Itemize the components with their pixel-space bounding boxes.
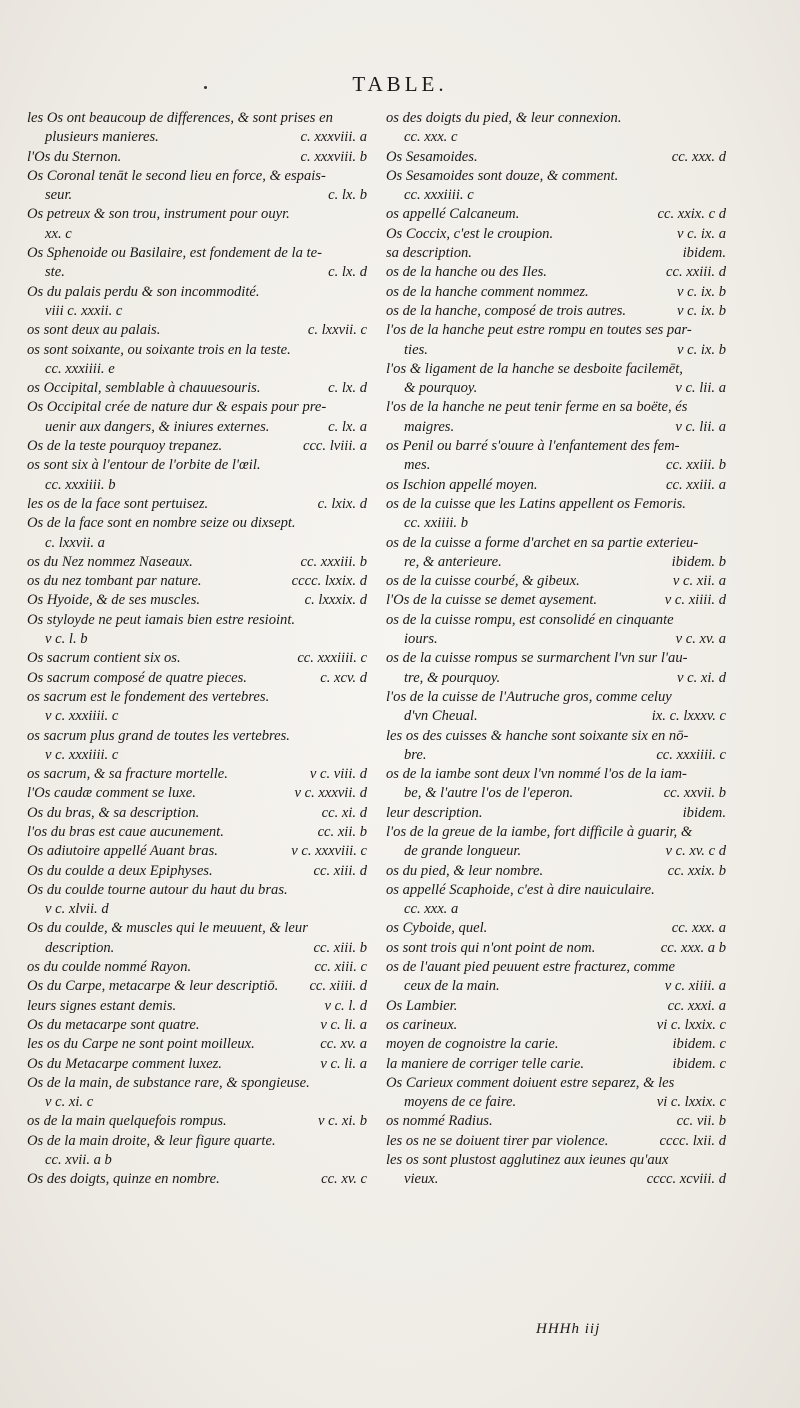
entry-reference: cc. xiiii. d xyxy=(309,978,367,995)
entry-reference: cc. xxix. b xyxy=(667,862,726,879)
index-entry xyxy=(27,707,367,726)
entry-text: os de la cuisse a forme d'archet en sa partie exterieu- xyxy=(386,534,699,551)
entry-text: os de la hanche comment nommez. xyxy=(386,283,589,300)
index-entry xyxy=(386,302,726,321)
entry-reference: ibidem. b xyxy=(671,553,726,570)
entry-reference: v c. xii. a xyxy=(672,573,726,590)
entry-text: Os sacrum composé de quatre pieces. xyxy=(27,669,247,686)
entry-text: l'os de la hanche ne peut tenir ferme en sa boëte, és xyxy=(386,399,688,416)
index-entry xyxy=(386,823,726,842)
entry-reference: cc. xxxiiii. c xyxy=(297,650,367,667)
entry-reference: v c. xiiii. d xyxy=(664,592,726,609)
index-entry xyxy=(27,495,367,514)
entry-text: les os des cuisses & hanche sont soixante six en nō- xyxy=(386,727,689,744)
entry-text: ste. xyxy=(45,264,65,281)
entry-text: os de la iambe sont deux l'vn nommé l'os de la iam- xyxy=(386,766,687,783)
index-entry xyxy=(386,495,726,514)
index-entry xyxy=(386,341,726,360)
entry-reference: cc. xxxiii. b xyxy=(300,553,367,570)
index-entry xyxy=(27,1170,367,1189)
entry-text: les os sont plustost agglutinez aux ieunes qu'aux xyxy=(386,1152,669,1169)
entry-reference: cc. xxx. a b xyxy=(660,939,726,956)
entry-text: v c. xlvii. d xyxy=(45,901,109,918)
index-entry xyxy=(27,1055,367,1074)
entry-text: os de la hanche, composé de trois autres. xyxy=(386,302,627,319)
index-entry xyxy=(27,341,367,360)
index-entry xyxy=(27,1035,367,1054)
entry-text: Os de la teste pourquoy trepanez. xyxy=(27,438,223,455)
entry-text: moyens de ce faire. xyxy=(404,1094,517,1111)
index-entry xyxy=(386,167,726,186)
entry-text: l'os du bras est caue aucunement. xyxy=(27,823,224,840)
entry-text: bre. xyxy=(404,746,427,763)
index-entry xyxy=(386,939,726,958)
entry-text: les os du Carpe ne sont point moilleux. xyxy=(27,1036,255,1053)
entry-text: l'Os du Sternon. xyxy=(27,148,122,165)
index-entry xyxy=(27,283,367,302)
index-entry xyxy=(27,958,367,977)
entry-text: os sont trois qui n'ont point de nom. xyxy=(386,939,596,956)
index-entry xyxy=(386,958,726,977)
entry-text: os sont soixante, ou soixante trois en la teste. xyxy=(27,341,291,358)
entry-text: os Cyboide, quel. xyxy=(386,920,488,937)
entry-text: cc. xxx. c xyxy=(404,129,458,146)
entry-text: v c. xi. c xyxy=(45,1094,94,1111)
index-entry xyxy=(386,688,726,707)
entry-text: os carineux. xyxy=(386,1016,458,1033)
index-entry xyxy=(386,225,726,244)
entry-reference: c. xxxviii. b xyxy=(300,148,367,165)
entry-text: os sacrum plus grand de toutes les vertebres. xyxy=(27,727,290,744)
index-entry xyxy=(27,630,367,649)
entry-reference: c. lxxvii. c xyxy=(307,322,367,339)
index-entry xyxy=(386,379,726,398)
index-entry xyxy=(386,128,726,147)
entry-reference: v c. l. d xyxy=(324,997,367,1014)
index-entry xyxy=(386,1093,726,1112)
index-entry xyxy=(386,842,726,861)
index-entry xyxy=(386,784,726,803)
entry-reference: cc. xi. d xyxy=(321,804,367,821)
entry-reference: v c. xxxviii. c xyxy=(291,843,367,860)
entry-text: les os ne se doiuent tirer par violence. xyxy=(386,1132,609,1149)
entry-text: Os du Metacarpe comment luxez. xyxy=(27,1055,222,1072)
entry-text: description. xyxy=(45,939,115,956)
entry-reference: c. lx. d xyxy=(328,380,367,397)
entry-reference: v c. ix. a xyxy=(676,225,726,242)
index-entry xyxy=(27,437,367,456)
index-entry xyxy=(386,572,726,591)
entry-reference: v c. ix. b xyxy=(676,283,726,300)
entry-reference: cc. xxix. c d xyxy=(657,206,726,223)
entry-text: ties. xyxy=(404,341,428,358)
entry-reference: cc. xv. c xyxy=(321,1171,367,1188)
entry-text: leurs signes estant demis. xyxy=(27,997,177,1014)
index-entry xyxy=(27,186,367,205)
entry-text: Os Occipital crée de nature dur & espais pour pre- xyxy=(27,399,327,416)
index-entry xyxy=(27,939,367,958)
index-entry xyxy=(386,669,726,688)
entry-reference: v c. viii. d xyxy=(309,766,367,783)
entry-text: os du pied, & leur nombre. xyxy=(386,862,544,879)
entry-text: os du coulde nommé Rayon. xyxy=(27,959,192,976)
entry-reference: v c. ix. b xyxy=(676,341,726,358)
entry-text: Os du metacarpe sont quatre. xyxy=(27,1016,200,1033)
entry-reference: v c. ix. b xyxy=(676,302,726,319)
entry-text: os de la cuisse rompus se surmarchent l'vn sur l'au- xyxy=(386,650,688,667)
index-entry xyxy=(27,534,367,553)
entry-text: xx. c xyxy=(45,225,72,242)
entry-text: os sacrum est le fondement des vertebres. xyxy=(27,688,270,705)
entry-text: Os du coulde a deux Epiphyses. xyxy=(27,862,213,879)
index-entry xyxy=(27,746,367,765)
entry-text: leur description. xyxy=(386,804,483,821)
index-entry xyxy=(27,823,367,842)
entry-text: maigres. xyxy=(404,418,455,435)
entry-text: os sont deux au palais. xyxy=(27,322,161,339)
page-header: TABLE. xyxy=(352,72,448,96)
index-entry xyxy=(27,302,367,321)
entry-text: & pourquoy. xyxy=(404,380,478,397)
entry-text: Os du bras, & sa description. xyxy=(27,804,200,821)
index-entry xyxy=(386,148,726,167)
entry-text: l'os de la cuisse de l'Autruche gros, comme celuy xyxy=(386,688,672,705)
index-entry xyxy=(27,997,367,1016)
entry-reference: cccc. lxii. d xyxy=(659,1132,726,1149)
entry-text: l'Os caudæ comment se luxe. xyxy=(27,785,196,802)
index-entry xyxy=(386,360,726,379)
index-entry xyxy=(27,765,367,784)
entry-text: ceux de la main. xyxy=(404,978,500,995)
entry-reference: ibidem. c xyxy=(672,1036,726,1053)
entry-text: os de l'auant pied peuuent estre fracturez, comme xyxy=(386,959,675,976)
index-entry xyxy=(386,456,726,475)
entry-text: os de la cuisse rompu, est consolidé en cinquante xyxy=(386,611,674,628)
entry-text: Os du Carpe, metacarpe & leur descriptiō. xyxy=(27,978,279,995)
entry-text: l'Os de la cuisse se demet aysement. xyxy=(386,592,598,609)
index-entry xyxy=(27,784,367,803)
index-entry xyxy=(386,862,726,881)
index-entry xyxy=(27,611,367,630)
index-entry xyxy=(27,881,367,900)
index-entry xyxy=(386,746,726,765)
entry-text: os des doigts du pied, & leur connexion. xyxy=(386,110,622,126)
index-entry xyxy=(386,1170,726,1189)
entry-reference: cc. xxx. a xyxy=(671,920,726,937)
entry-reference: cc. xxvii. b xyxy=(663,785,726,802)
entry-reference: v c. xv. a xyxy=(675,631,726,648)
entry-reference: c. xxxviii. a xyxy=(300,129,367,146)
entry-reference: c. lx. a xyxy=(328,418,367,435)
entry-reference: v c. xv. c d xyxy=(665,843,726,860)
entry-reference: cccc. lxxix. d xyxy=(291,573,367,590)
entry-reference: cc. xxiii. a xyxy=(666,476,726,493)
index-entry xyxy=(386,881,726,900)
index-entry xyxy=(386,1016,726,1035)
entry-text: l'os de la greue de la iambe, fort difficile à guarir, & xyxy=(386,823,693,840)
entry-reference: ibidem. xyxy=(682,804,726,821)
entry-text: Os Lambier. xyxy=(386,997,458,1014)
index-entry xyxy=(386,263,726,282)
index-entry xyxy=(27,977,367,996)
index-entry xyxy=(27,1016,367,1035)
entry-text: os Penil ou barré s'ouure à l'enfantement des fem- xyxy=(386,438,680,455)
index-entry xyxy=(27,862,367,881)
entry-text: os de la cuisse que les Latins appellent os Femoris. xyxy=(386,495,686,512)
entry-text: re, & anterieure. xyxy=(404,553,502,570)
entry-text: Os Carieux comment doiuent estre separez, & les xyxy=(386,1074,675,1091)
index-entry xyxy=(27,1132,367,1151)
entry-reference: v c. xi. d xyxy=(676,669,726,686)
entry-text: os de la hanche ou des Iles. xyxy=(386,264,547,281)
entry-reference: cc. vii. b xyxy=(676,1113,726,1130)
entry-text: les Os ont beaucoup de differences, & sont prises en xyxy=(27,110,333,126)
entry-text: moyen de cognoistre la carie. xyxy=(386,1036,559,1053)
entry-reference: v c. lii. a xyxy=(675,380,726,397)
index-entry xyxy=(386,109,726,128)
entry-reference: vi c. lxxix. c xyxy=(656,1094,726,1111)
index-entry xyxy=(27,148,367,167)
entry-text: cc. xvii. a b xyxy=(45,1152,112,1169)
index-entry xyxy=(27,553,367,572)
entry-text: Os de la face sont en nombre seize ou dixsept. xyxy=(27,515,296,532)
entry-reference: cccc. xcviii. d xyxy=(646,1171,726,1188)
entry-text: os appellé Calcaneum. xyxy=(386,206,520,223)
entry-reference: cc. xxxiiii. c xyxy=(656,746,726,763)
entry-text: Os Sesamoides. xyxy=(386,148,478,165)
entry-text: v c. xxxiiii. c xyxy=(45,708,119,725)
entry-text: les os de la face sont pertuisez. xyxy=(27,495,209,512)
entry-reference: cc. xiii. d xyxy=(313,862,367,879)
entry-text: cc. xxiiii. b xyxy=(404,515,469,532)
entry-text: mes. xyxy=(404,457,431,474)
entry-text: Os Sesamoides sont douze, & comment. xyxy=(386,167,619,184)
entry-text: os de la main quelquefois rompus. xyxy=(27,1113,227,1130)
index-entry xyxy=(27,572,367,591)
entry-reference: cc. xii. b xyxy=(317,823,367,840)
index-entry xyxy=(27,514,367,533)
entry-reference: cc. xiii. b xyxy=(313,939,367,956)
index-entry xyxy=(386,919,726,938)
index-entry xyxy=(27,321,367,340)
entry-text: de grande longueur. xyxy=(404,843,522,860)
entry-reference: c. lx. b xyxy=(328,187,367,204)
entry-text: Os de la main droite, & leur figure quarte. xyxy=(27,1132,276,1149)
entry-text: plusieurs manieres. xyxy=(45,129,159,146)
index-entry xyxy=(27,456,367,475)
entry-reference: c. lxix. d xyxy=(317,495,367,512)
index-entry xyxy=(27,900,367,919)
entry-text: Os de la main, de substance rare, & spongieuse. xyxy=(27,1074,310,1091)
entry-text: Os petreux & son trou, instrument pour ouyr. xyxy=(27,206,290,223)
entry-reference: cc. xxxi. a xyxy=(667,997,726,1014)
entry-text: os du nez tombant par nature. xyxy=(27,573,202,590)
index-entry xyxy=(27,804,367,823)
index-entry xyxy=(386,1035,726,1054)
index-entry xyxy=(27,842,367,861)
index-entry xyxy=(386,398,726,417)
entry-reference: cc. xxiii. b xyxy=(666,457,726,474)
entry-reference: v c. xi. b xyxy=(317,1113,367,1130)
index-entry xyxy=(27,476,367,495)
entry-reference: v c. li. a xyxy=(320,1016,367,1033)
index-entry xyxy=(27,109,367,128)
entry-text: os sont six à l'entour de l'orbite de l'œil. xyxy=(27,457,261,474)
entry-reference: c. lx. d xyxy=(328,264,367,281)
index-entry xyxy=(386,900,726,919)
index-entry xyxy=(386,437,726,456)
entry-reference: vi c. lxxix. c xyxy=(656,1016,726,1033)
entry-text: tre, & pourquoy. xyxy=(404,669,501,686)
entry-text: os du Nez nommez Naseaux. xyxy=(27,553,193,570)
entry-text: Os Hyoide, & de ses muscles. xyxy=(27,592,201,609)
index-entry xyxy=(27,418,367,437)
index-entry xyxy=(27,669,367,688)
entry-text: d'vn Cheual. xyxy=(404,708,478,725)
entry-text: Os sacrum contient six os. xyxy=(27,650,181,667)
index-entry xyxy=(386,804,726,823)
index-entry xyxy=(386,727,726,746)
entry-reference: ibidem. c xyxy=(672,1055,726,1072)
index-entry xyxy=(27,591,367,610)
index-entry xyxy=(27,225,367,244)
entry-reference: v c. xxxvii. d xyxy=(294,785,367,802)
index-entry xyxy=(27,727,367,746)
entry-text: l'os de la hanche peut estre rompu en toutes ses par- xyxy=(386,322,692,339)
entry-text: uenir aux dangers, & iniures externes. xyxy=(45,418,270,435)
index-entry xyxy=(386,321,726,340)
entry-text: seur. xyxy=(45,187,73,204)
index-entry xyxy=(386,244,726,263)
index-entry xyxy=(386,418,726,437)
entry-reference: c. lxxxix. d xyxy=(304,592,367,609)
entry-reference: v c. lii. a xyxy=(675,418,726,435)
entry-text: Os du coulde, & muscles qui le meuuent, & leur xyxy=(27,920,308,937)
index-entry xyxy=(386,283,726,302)
index-entry xyxy=(27,379,367,398)
entry-reference: ix. c. lxxxv. c xyxy=(651,708,726,725)
entry-text: Os adiutoire appellé Auant bras. xyxy=(27,843,218,860)
index-entry xyxy=(386,476,726,495)
entry-reference: ccc. lviii. a xyxy=(302,438,367,455)
entry-text: v c. l. b xyxy=(45,631,88,648)
index-entry xyxy=(386,186,726,205)
entry-text: os Occipital, semblable à chauuesouris. xyxy=(27,380,261,397)
entry-text: cc. xxxiiii. b xyxy=(45,476,116,493)
index-entry xyxy=(386,977,726,996)
index-entry xyxy=(27,688,367,707)
index-entry xyxy=(27,244,367,263)
entry-reference: ibidem. xyxy=(682,245,726,262)
entry-text: Os Coccix, c'est le croupion. xyxy=(386,225,554,242)
entry-text: Os du palais perdu & son incommodité. xyxy=(27,283,260,300)
signature-mark: HHHh iij xyxy=(536,1321,601,1337)
entry-text: sa description. xyxy=(386,245,472,262)
index-entry xyxy=(386,997,726,1016)
entry-text: cc. xxxiiii. c xyxy=(404,187,474,204)
index-entry xyxy=(27,360,367,379)
index-entry xyxy=(386,611,726,630)
entry-text: Os Sphenoide ou Basilaire, est fondement de la te- xyxy=(27,245,322,262)
index-entry xyxy=(386,1074,726,1093)
entry-text: be, & l'autre l'os de l'eperon. xyxy=(404,785,574,802)
index-entry xyxy=(386,630,726,649)
index-column-left xyxy=(27,109,367,1190)
index-entry xyxy=(27,205,367,224)
entry-reference: cc. xxx. d xyxy=(671,148,726,165)
entry-reference: cc. xxiii. d xyxy=(666,264,726,281)
index-entry xyxy=(27,1093,367,1112)
entry-text: viii c. xxxii. c xyxy=(45,302,123,319)
entry-text: Os styloyde ne peut iamais bien estre resioint. xyxy=(27,611,296,628)
index-entry xyxy=(386,205,726,224)
index-entry xyxy=(386,1151,726,1170)
index-entry xyxy=(386,1132,726,1151)
index-entry xyxy=(27,167,367,186)
index-entry xyxy=(27,919,367,938)
index-entry xyxy=(27,1074,367,1093)
entry-text: Os Coronal tenāt le second lieu en force, & espais- xyxy=(27,167,326,184)
index-entry xyxy=(386,1112,726,1131)
index-entry xyxy=(386,534,726,553)
entry-text: cc. xxx. a xyxy=(404,901,459,918)
index-entry xyxy=(27,263,367,282)
entry-text: cc. xxxiiii. e xyxy=(45,360,115,377)
index-entry xyxy=(386,591,726,610)
entry-text: l'os & ligament de la hanche se desboite facilemēt, xyxy=(386,360,683,377)
entry-reference: cc. xiii. c xyxy=(314,959,367,976)
entry-reference: v c. xiiii. a xyxy=(664,978,726,995)
entry-reference: v c. li. a xyxy=(320,1055,367,1072)
index-entry xyxy=(27,1151,367,1170)
index-entry xyxy=(27,649,367,668)
entry-text: Os des doigts, quinze en nombre. xyxy=(27,1171,220,1188)
entry-text: iours. xyxy=(404,631,438,648)
entry-text: la maniere de corriger telle carie. xyxy=(386,1055,585,1072)
index-entry xyxy=(386,553,726,572)
entry-text: os de la cuisse courbé, & gibeux. xyxy=(386,573,580,590)
index-entry xyxy=(386,649,726,668)
entry-text: os nommé Radius. xyxy=(386,1113,493,1130)
index-entry xyxy=(386,1055,726,1074)
index-entry xyxy=(27,128,367,147)
index-entry xyxy=(386,765,726,784)
entry-reference: c. xcv. d xyxy=(320,669,367,686)
index-entry xyxy=(386,514,726,533)
entry-text: v c. xxxiiii. c xyxy=(45,746,119,763)
index-entry xyxy=(27,1112,367,1131)
entry-text: Os du coulde tourne autour du haut du bras. xyxy=(27,881,288,898)
index-entry xyxy=(386,707,726,726)
entry-text: os appellé Scaphoide, c'est à dire nauiculaire. xyxy=(386,881,655,898)
index-column-right xyxy=(386,109,726,1190)
entry-text: c. lxxvii. a xyxy=(45,534,105,551)
index-entry xyxy=(27,398,367,417)
entry-text: os sacrum, & sa fracture mortelle. xyxy=(27,766,228,783)
entry-text: vieux. xyxy=(404,1171,439,1188)
entry-reference: cc. xv. a xyxy=(320,1036,367,1053)
entry-text: os Ischion appellé moyen. xyxy=(386,476,538,493)
